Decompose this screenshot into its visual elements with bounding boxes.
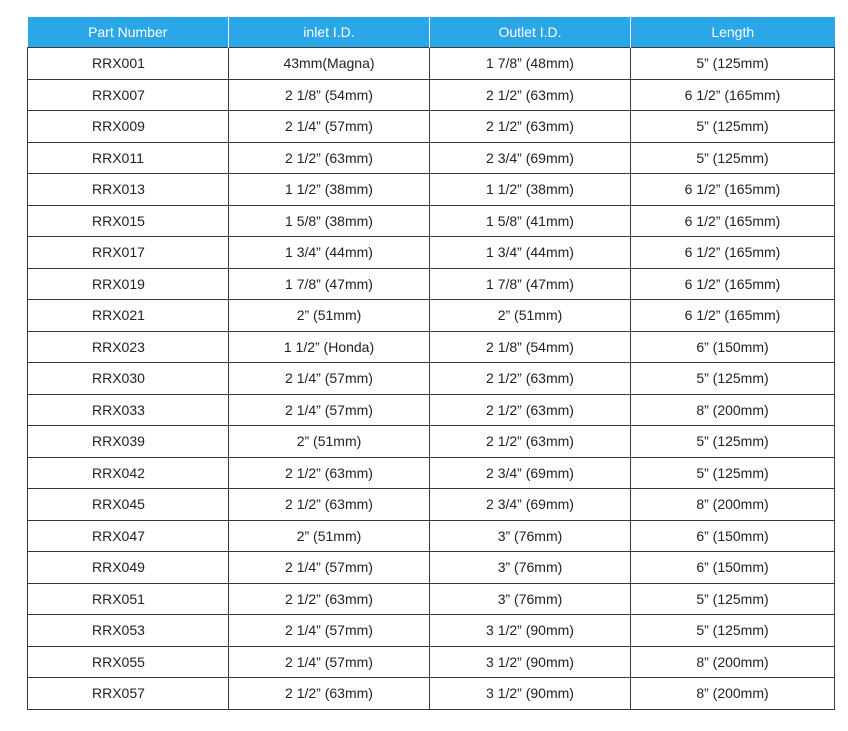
part-number-cell: RRX042 <box>28 457 229 489</box>
outlet-id-cell: 3 1/2” (90mm) <box>430 646 631 678</box>
length-cell: 6 1/2” (165mm) <box>631 237 835 269</box>
inlet-id-cell: 2 1/2” (63mm) <box>229 457 430 489</box>
inlet-id-cell: 2 1/4” (57mm) <box>229 615 430 647</box>
outlet-id-cell: 3” (76mm) <box>430 520 631 552</box>
outlet-id-cell: 1 7/8” (47mm) <box>430 268 631 300</box>
header-length: Length <box>631 17 835 48</box>
part-number-cell: RRX039 <box>28 426 229 458</box>
inlet-id-cell: 1 1/2” (38mm) <box>229 174 430 206</box>
inlet-id-cell: 2 1/4” (57mm) <box>229 394 430 426</box>
inlet-id-cell: 1 7/8” (47mm) <box>229 268 430 300</box>
length-cell: 5” (125mm) <box>631 583 835 615</box>
part-number-cell: RRX007 <box>28 79 229 111</box>
part-number-cell: RRX053 <box>28 615 229 647</box>
inlet-id-cell: 2” (51mm) <box>229 300 430 332</box>
part-number-cell: RRX057 <box>28 678 229 710</box>
part-number-cell: RRX023 <box>28 331 229 363</box>
outlet-id-cell: 2 1/2” (63mm) <box>430 426 631 458</box>
length-cell: 8” (200mm) <box>631 394 835 426</box>
length-cell: 6” (150mm) <box>631 520 835 552</box>
length-cell: 6” (150mm) <box>631 331 835 363</box>
inlet-id-cell: 2 1/2” (63mm) <box>229 142 430 174</box>
inlet-id-cell: 2 1/8” (54mm) <box>229 79 430 111</box>
inlet-id-cell: 2 1/2” (63mm) <box>229 678 430 710</box>
outlet-id-cell: 2 1/2” (63mm) <box>430 363 631 395</box>
length-cell: 5” (125mm) <box>631 615 835 647</box>
outlet-id-cell: 1 3/4” (44mm) <box>430 237 631 269</box>
outlet-id-cell: 3 1/2” (90mm) <box>430 615 631 647</box>
outlet-id-cell: 2 1/8” (54mm) <box>430 331 631 363</box>
inlet-id-cell: 2 1/4” (57mm) <box>229 552 430 584</box>
part-number-cell: RRX011 <box>28 142 229 174</box>
part-number-cell: RRX015 <box>28 205 229 237</box>
length-cell: 5” (125mm) <box>631 111 835 143</box>
table-row <box>28 331 835 363</box>
part-number-cell: RRX045 <box>28 489 229 521</box>
table-body <box>28 48 835 710</box>
header-row <box>28 17 835 48</box>
outlet-id-cell: 2 1/2” (63mm) <box>430 394 631 426</box>
part-number-cell: RRX017 <box>28 237 229 269</box>
length-cell: 8” (200mm) <box>631 678 835 710</box>
length-cell: 6 1/2” (165mm) <box>631 300 835 332</box>
inlet-id-cell: 1 1/2” (Honda) <box>229 331 430 363</box>
length-cell: 5” (125mm) <box>631 48 835 80</box>
header-inlet-id: inlet I.D. <box>229 17 430 48</box>
length-cell: 8” (200mm) <box>631 489 835 521</box>
table-row <box>28 394 835 426</box>
length-cell: 6 1/2” (165mm) <box>631 205 835 237</box>
table-row <box>28 426 835 458</box>
table-row <box>28 646 835 678</box>
length-cell: 8” (200mm) <box>631 646 835 678</box>
outlet-id-cell: 2” (51mm) <box>430 300 631 332</box>
outlet-id-cell: 3 1/2” (90mm) <box>430 678 631 710</box>
outlet-id-cell: 2 3/4” (69mm) <box>430 489 631 521</box>
part-number-cell: RRX030 <box>28 363 229 395</box>
table-row <box>28 615 835 647</box>
length-cell: 5” (125mm) <box>631 363 835 395</box>
length-cell: 6 1/2” (165mm) <box>631 174 835 206</box>
outlet-id-cell: 1 1/2” (38mm) <box>430 174 631 206</box>
outlet-id-cell: 2 3/4” (69mm) <box>430 457 631 489</box>
table-row <box>28 174 835 206</box>
header-outlet-id: Outlet I.D. <box>430 17 631 48</box>
outlet-id-cell: 2 1/2” (63mm) <box>430 111 631 143</box>
table-row <box>28 268 835 300</box>
inlet-id-cell: 1 5/8” (38mm) <box>229 205 430 237</box>
table-row <box>28 678 835 710</box>
length-cell: 6” (150mm) <box>631 552 835 584</box>
inlet-id-cell: 2 1/4” (57mm) <box>229 111 430 143</box>
outlet-id-cell: 1 7/8” (48mm) <box>430 48 631 80</box>
part-number-cell: RRX021 <box>28 300 229 332</box>
table-row <box>28 79 835 111</box>
part-number-cell: RRX013 <box>28 174 229 206</box>
length-cell: 5” (125mm) <box>631 142 835 174</box>
part-number-cell: RRX047 <box>28 520 229 552</box>
length-cell: 5” (125mm) <box>631 426 835 458</box>
outlet-id-cell: 2 3/4” (69mm) <box>430 142 631 174</box>
inlet-id-cell: 2” (51mm) <box>229 520 430 552</box>
outlet-id-cell: 3” (76mm) <box>430 552 631 584</box>
inlet-id-cell: 43mm(Magna) <box>229 48 430 80</box>
table-row <box>28 205 835 237</box>
header-part-number: Part Number <box>28 17 229 48</box>
table-row <box>28 583 835 615</box>
inlet-id-cell: 2 1/4” (57mm) <box>229 646 430 678</box>
spec-table <box>27 17 835 710</box>
length-cell: 5” (125mm) <box>631 457 835 489</box>
part-number-cell: RRX009 <box>28 111 229 143</box>
table-row <box>28 237 835 269</box>
part-number-cell: RRX051 <box>28 583 229 615</box>
inlet-id-cell: 1 3/4” (44mm) <box>229 237 430 269</box>
table-row <box>28 48 835 80</box>
part-number-cell: RRX033 <box>28 394 229 426</box>
table-row <box>28 300 835 332</box>
table-row <box>28 111 835 143</box>
table-row <box>28 489 835 521</box>
table-row <box>28 457 835 489</box>
table-row <box>28 520 835 552</box>
part-number-cell: RRX019 <box>28 268 229 300</box>
inlet-id-cell: 2” (51mm) <box>229 426 430 458</box>
inlet-id-cell: 2 1/2” (63mm) <box>229 489 430 521</box>
length-cell: 6 1/2” (165mm) <box>631 79 835 111</box>
part-number-cell: RRX055 <box>28 646 229 678</box>
outlet-id-cell: 2 1/2” (63mm) <box>430 79 631 111</box>
table-row <box>28 552 835 584</box>
table-row <box>28 363 835 395</box>
outlet-id-cell: 3” (76mm) <box>430 583 631 615</box>
length-cell: 6 1/2” (165mm) <box>631 268 835 300</box>
outlet-id-cell: 1 5/8” (41mm) <box>430 205 631 237</box>
part-number-cell: RRX049 <box>28 552 229 584</box>
part-number-cell: RRX001 <box>28 48 229 80</box>
inlet-id-cell: 2 1/2” (63mm) <box>229 583 430 615</box>
table-row <box>28 142 835 174</box>
inlet-id-cell: 2 1/4” (57mm) <box>229 363 430 395</box>
